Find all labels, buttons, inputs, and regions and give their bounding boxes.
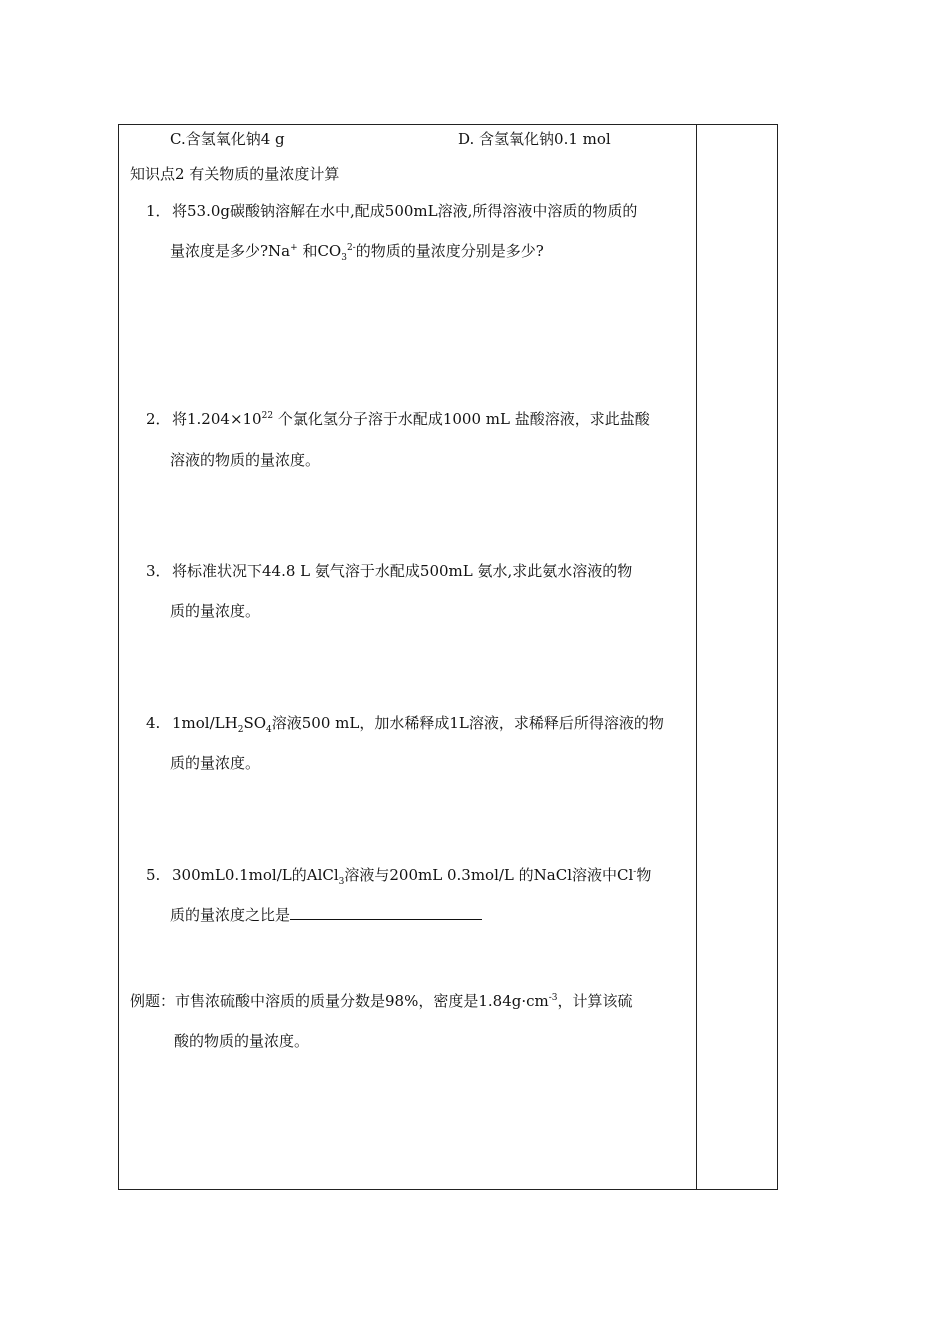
example-line-1: 例题：市售浓硫酸中溶质的质量分数是98%，密度是$1.84g\cdot cm^{-3}$，计算该硫 [130,992,633,1010]
option-c: C.含氢氧化钠4 g [170,130,285,148]
section-title: 知识点2 有关物质的量浓度计算 [130,165,340,183]
q4-line-1: $1mol/LH_2SO_4$溶液500 mL，加水稀释成1L溶液，求稀释后所得溶液的物 [172,714,664,735]
answer-blank[interactable] [290,905,482,920]
q5-line-1: 300mL0.1mol/L的AlCl$_3$溶液与200mL 0.3mol/L 的NaCl溶液中Cl-物 [172,866,652,887]
option-d: D. 含氢氧化钠0.1 mol [458,130,611,148]
example-label: 例题： [130,992,176,1010]
example-line-2: 酸的物质的量浓度。 [174,1032,310,1050]
q2-line-2: 溶液的物质的量浓度。 [170,451,321,469]
q3-line-2: 质的量浓度。 [170,602,261,620]
q4-line-2: 质的量浓度。 [170,754,261,772]
q5-line-2: 质的量浓度之比是 [170,905,482,925]
q2-number: 2． [146,410,171,428]
q3-line-1: 将标准状况下44.8 L 氨气溶于水配成500mL 氨水,求此氨水溶液的物 [172,562,633,580]
q1-number: 1． [146,202,171,220]
q5-number: 5. [146,866,161,884]
q1-line-2: 量浓度是多少?Na+ 和$CO_3^{2-}$的物质的量浓度分别是多少? [170,242,544,263]
q4-number: 4. [146,714,161,732]
q3-number: 3． [146,562,171,580]
q2-line-1: 将$1.204\times 10^{22}$ 个氯化氢分子溶于水配成1000 mL 盐酸溶液，求此盐酸 [172,410,650,428]
column-divider [696,124,697,1190]
q1-line-1: 将53.0g碳酸钠溶解在水中,配成500mL溶液,所得溶液中溶质的物质的 [172,202,638,220]
